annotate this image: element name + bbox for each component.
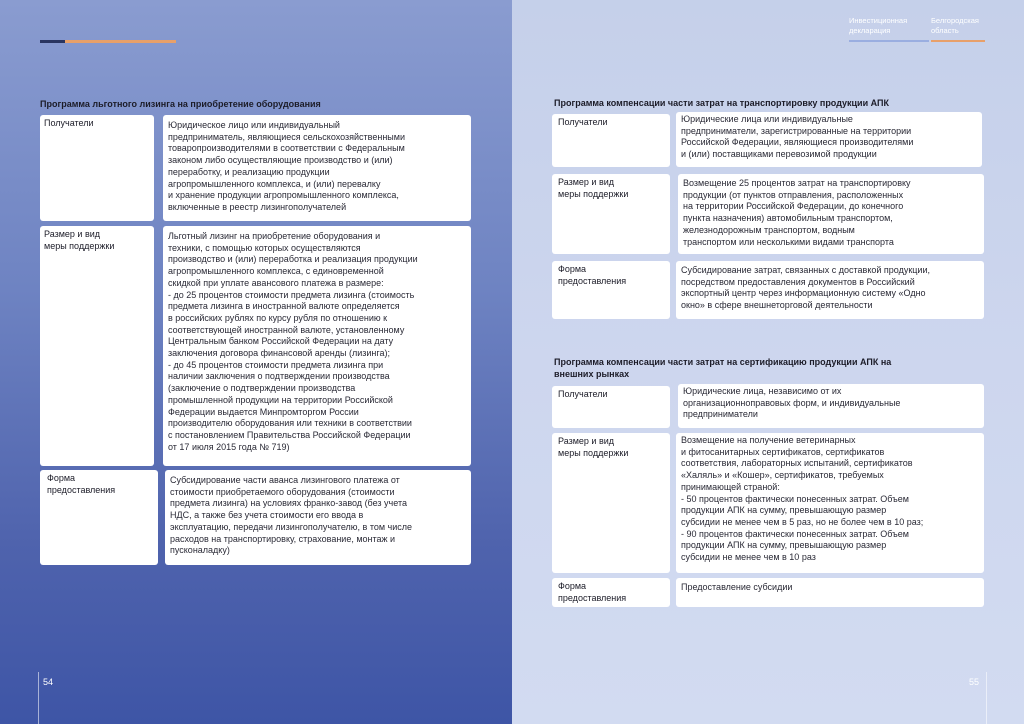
value-recipients xyxy=(163,115,471,221)
value-transport-form xyxy=(676,261,984,319)
label-support-size-text: Размер и вид меры поддержки xyxy=(44,229,115,251)
value-support-size-text: Льготный лизинг на приобретение оборудования и техники, с помощью которых осуществляются производство и (или) переработка и реализация продукции агропромышленного комплекса, с единовременной скидкой при уплате авансового платежа в размере: - до 25 процентов стоимости предмета лизинга (стоимость предмета лизинга в иностранной валюте определяется в российских рублях по курсу рубля по отношению к соответствующей иностранной валюте, установленному Центральным банком Российской Федерации на дату заключения договора финансовой аренды (лизинга); - до 45 процентов стоимости предмета лизинга при наличии заключения о подтверждении производства (заключение о подтверждении производства промышленной продукции на территории Российской Федерации выдается Минпромторгом России производителю оборудования или техники в соответствии с постановлением Правительства Российской Федерации от 17 июля 2015 года № 719) xyxy=(168,231,418,452)
label-form-text: Форма предоставления xyxy=(47,473,116,495)
page-number-rule xyxy=(38,672,39,724)
header-declaration: Инвестиционная декларация xyxy=(849,16,908,35)
header-bar-orange xyxy=(931,40,985,42)
label-transport-form xyxy=(552,261,670,319)
value-cert-form xyxy=(676,578,984,607)
value-cert-size xyxy=(676,433,984,573)
value-transport-size-text: Возмещение 25 процентов затрат на транспортировку продукции (от пунктов отправления, расположенных на территории Российской Федерации, до конечного пункта назначения) автомобильным транспортом, железнодорожным транспортом, водным транспортом или несколькими видами транспорта xyxy=(683,178,911,247)
section-title-transport: Программа компенсации части затрат на транспортировку продукции АПК xyxy=(554,98,889,108)
right-page xyxy=(512,0,1024,724)
label-transport-recipients-text: Получатели xyxy=(558,117,608,127)
page-number-left: 54 xyxy=(43,677,54,687)
value-form xyxy=(165,470,471,565)
label-cert-recipients xyxy=(552,386,670,428)
value-transport-form-text: Субсидирование затрат, связанных с доставкой продукции, посредством предоставления документов в Российский экспортный центр через информационную систему «Одно окно» в сфере внешнеторговой деятельности xyxy=(681,265,930,311)
label-cert-form-text: Форма предоставления xyxy=(558,581,627,603)
value-cert-recipients-text: Юридические лица, независимо от их организационноправовых форм, и индивидуальные предприниматели xyxy=(683,386,901,420)
label-cert-recipients-text: Получатели xyxy=(558,389,608,399)
label-cert-size-text: Размер и вид меры поддержки xyxy=(558,436,629,458)
accent-bar-orange xyxy=(65,40,176,43)
value-support-size xyxy=(163,226,471,466)
value-cert-form-text: Предоставление субсидии xyxy=(681,582,793,592)
value-transport-size xyxy=(678,174,984,254)
label-transport-size-text: Размер и вид меры поддержки xyxy=(558,177,629,199)
value-recipients-text: Юридическое лицо или индивидуальный предприниматель, являющиеся сельскохозяйственными товаропроизводителями в соответствии с Федеральным законом либо осуществляющие производство и (или) переработку, и реализацию продукции агропромышленного комплекса, и (или) перевалку и хранение продукции агропромышленного комплекса, включенные в реестр лизингополучателей xyxy=(168,120,405,212)
page-number-rule-right xyxy=(986,672,987,724)
label-cert-form xyxy=(552,578,670,607)
label-transport-size xyxy=(552,174,670,254)
value-form-text: Субсидирование части аванса лизингового платежа от стоимости приобретаемого оборудования (стоимости предмета лизинга) на условиях франко-завод (без учета НДС, а также без учета стоимости его ввода в эксплуатацию, передачи лизингополучателю, в том числе расходов на транспортировку, страхование, монтаж и пусконаладку) xyxy=(170,475,413,556)
header-region: Белгородская область xyxy=(931,16,979,35)
label-transport-recipients xyxy=(552,114,670,167)
label-recipients-text: Получатели xyxy=(44,118,94,128)
section-title-certification: Программа компенсации части затрат на сертификацию продукции АПК на внешних рынках xyxy=(554,357,892,379)
label-transport-form-text: Форма предоставления xyxy=(558,264,627,286)
section-title-leasing: Программа льготного лизинга на приобретение оборудования xyxy=(40,99,321,109)
value-transport-recipients-text: Юридические лица или индивидуальные предприниматели, зарегистрированные на территории Российской Федерации, являющиеся производителями и (или) поставщиками перевозимой продукции xyxy=(681,114,914,160)
label-recipients xyxy=(40,115,154,221)
page-number-right: 55 xyxy=(969,677,980,687)
accent-bar-dark xyxy=(40,40,65,43)
value-cert-size-text: Возмещение на получение ветеринарных и фитосанитарных сертификатов, сертификатов соответствия, лабораторных испытаний, сертификатов «Халяль» и «Кошер», сертификатов, требуемых принимающей страной: - 50 процентов фактически понесенных затрат. Объем продукции АПК на сумму, превышающую размер субсидии не менее чем в 5 раз, но не более чем в 10 раз; - 90 процентов фактически понесенных затрат. Объем продукции АПК на сумму, превышающую размер субсидии не менее чем в 10 раз xyxy=(681,435,924,563)
value-cert-recipients xyxy=(678,384,984,428)
label-support-size xyxy=(40,226,154,466)
header-bar-blue xyxy=(849,40,929,42)
label-cert-size xyxy=(552,433,670,573)
value-transport-recipients xyxy=(676,112,982,167)
label-form xyxy=(40,470,158,565)
